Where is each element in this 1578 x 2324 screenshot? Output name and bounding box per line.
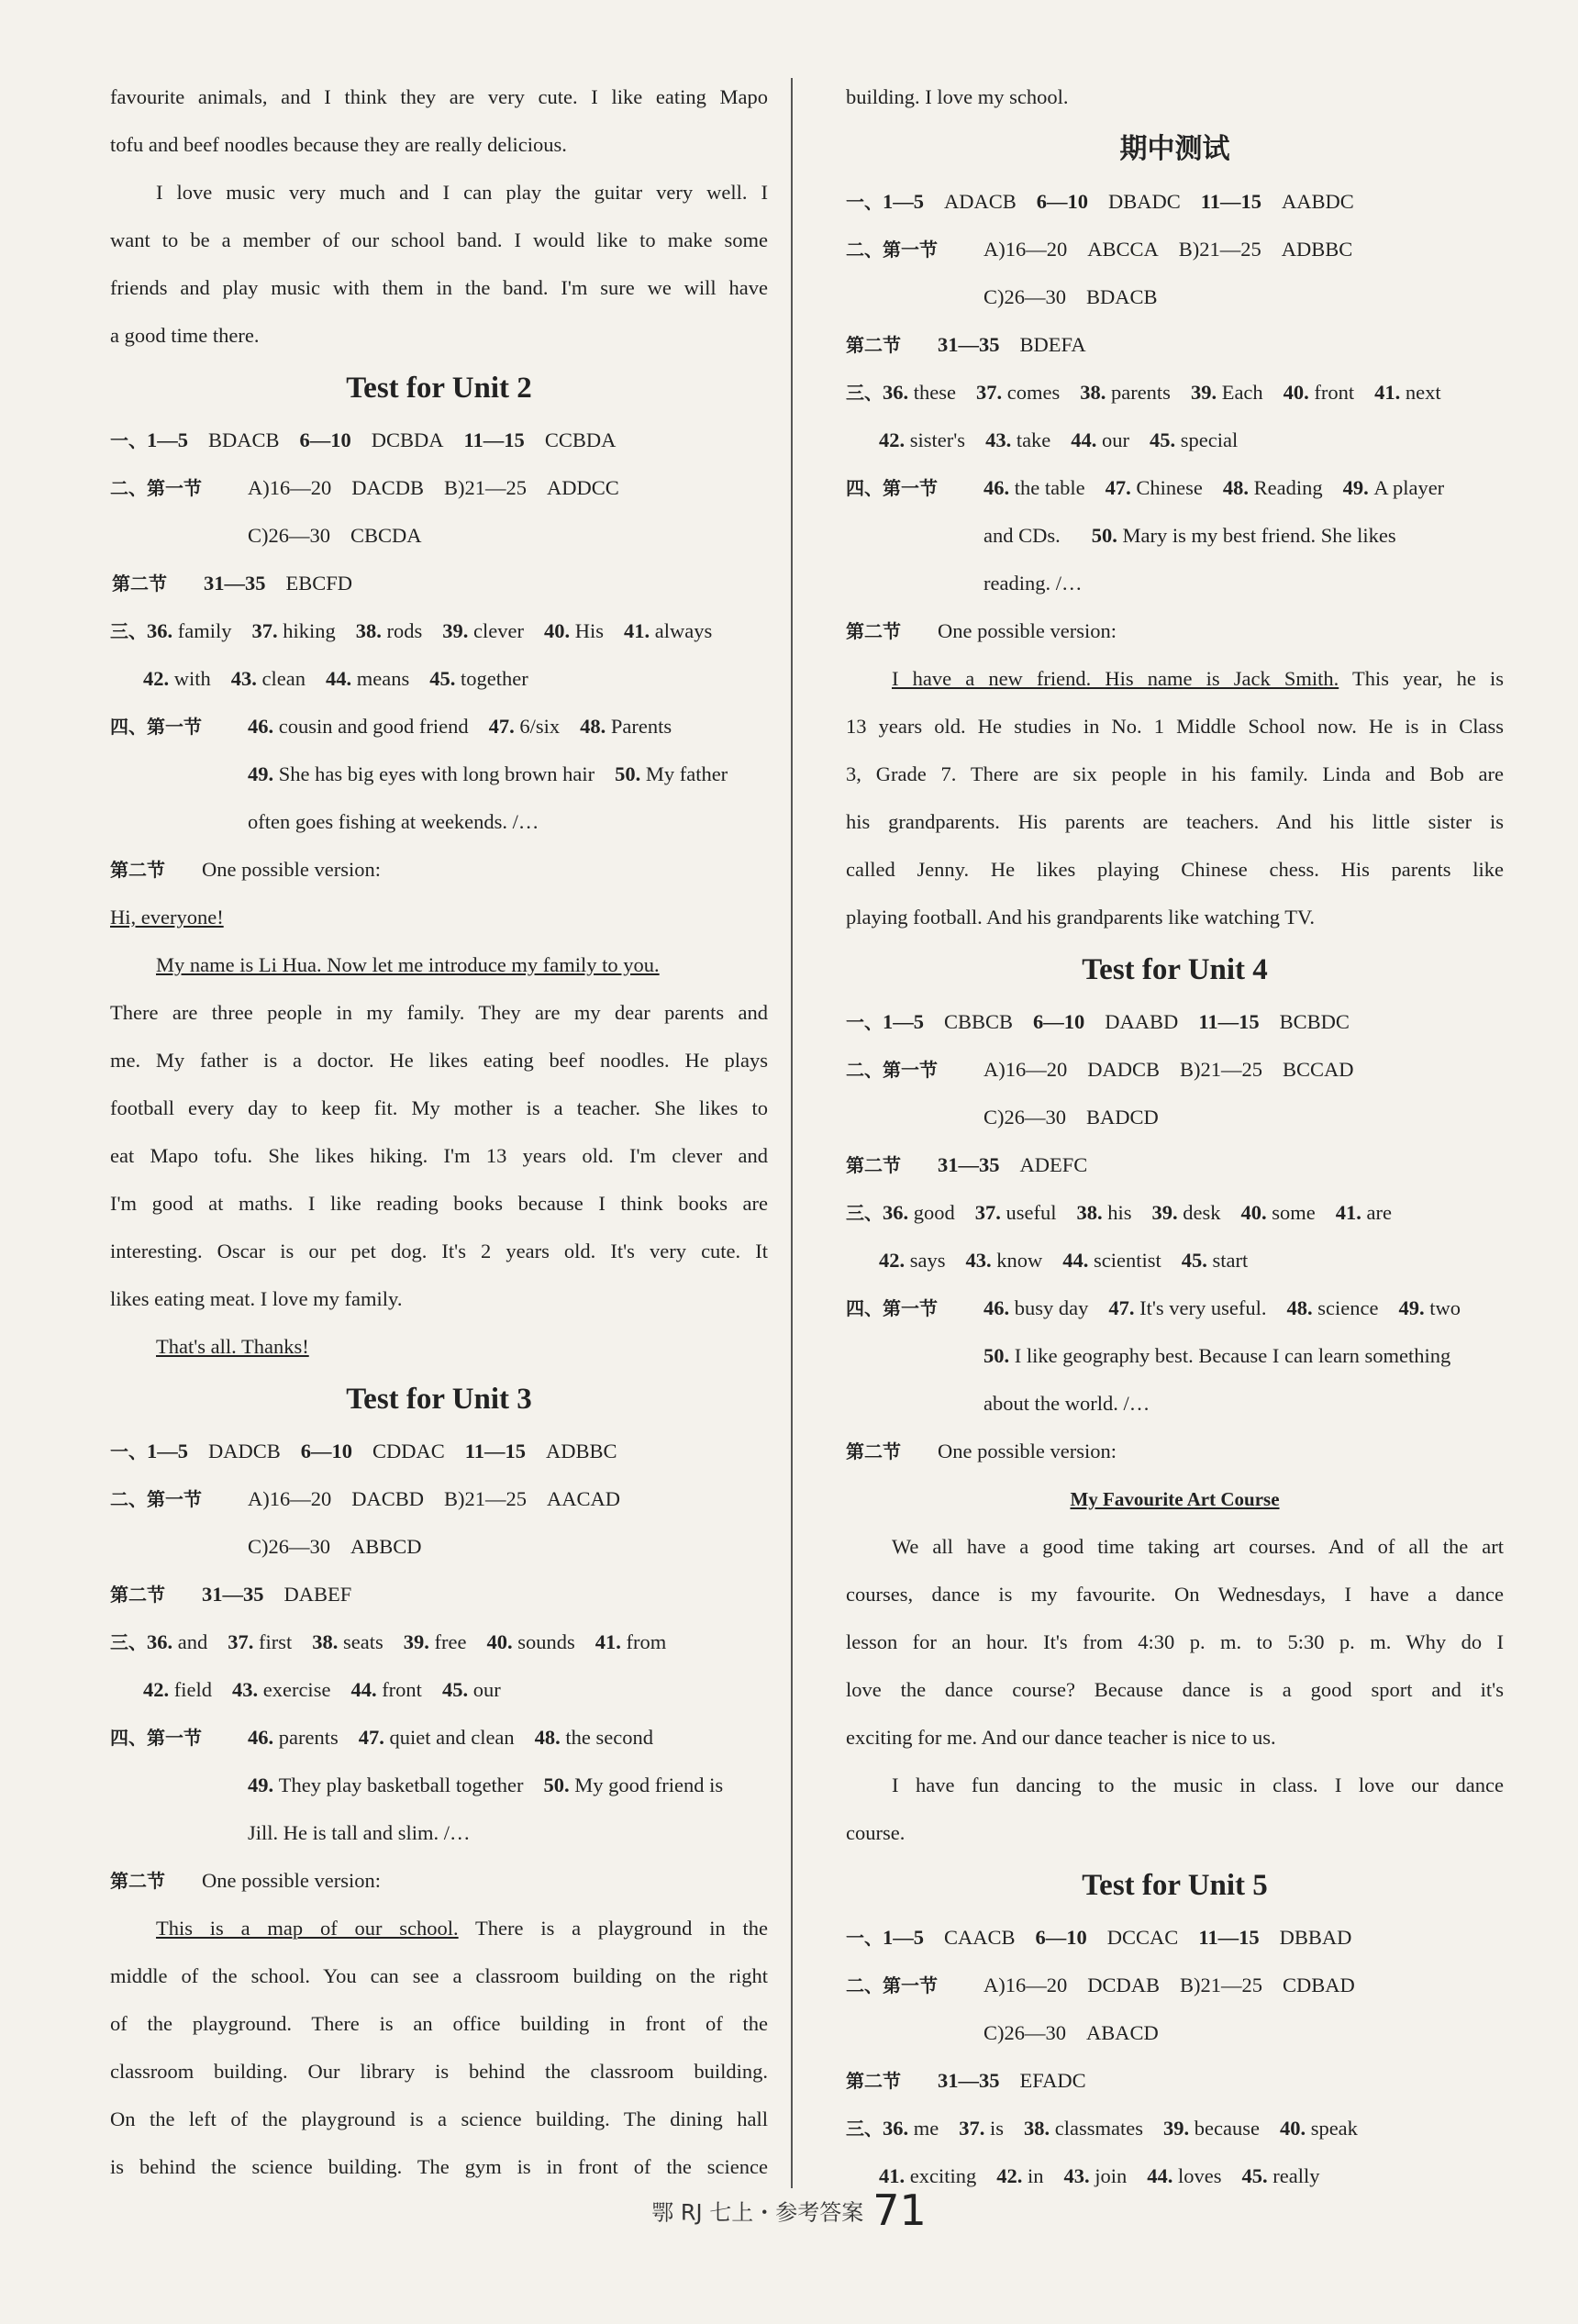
answers-part2-section2: 第二节 31—35 EFADC: [846, 2069, 1086, 2092]
page-footer: [0, 2185, 1578, 2235]
section-title-unit3: Test for Unit 3: [346, 1383, 532, 1416]
answers-part3-line2: 42. sister's 43. take 44. our 45. special: [879, 428, 1239, 451]
section-title-unit4: Test for Unit 4: [1082, 953, 1268, 986]
footer-text: 鄂 RJ 七上・参考答案: [651, 2199, 864, 2226]
essay-unit4: My Favourite Art Course We all have a good time taking art courses. And of all the art courses, dance is my favourite. On Wednesdays, I have a dance lesson for an hour. It's from 4:30 p. m. to 5:30 p. m. Why do I love the dance course? Because dance is a good sport and it's exciting for me. And our dance teacher is nice to us. I have fun dancing to the music in class. I love our dance course.: [846, 1475, 1504, 1857]
answers-part2-section2: 第二节 31—35 BDEFA: [846, 333, 1086, 356]
section-title-unit5: Test for Unit 5: [1082, 1869, 1268, 1902]
answers-part2-section2: 第二节 31—35 DABEF: [110, 1583, 352, 1606]
answers-part4-section1: 四、第一节 46. busy day 47. It's very useful. 48. science 49. two: [846, 1296, 1461, 1319]
essay-unit2: Hi, everyone! My name is Li Hua. Now let me introduce my family to you. There are three people in my family. They are my dear parents and me. My father is a doctor. He likes eating beef noodles. He plays football every day to keep fit. My mother is a teacher. She likes to eat Mapo tofu. She likes hiking. I'm 13 years old. I'm clever and I'm good at maths. I like reading books because I think books are interesting. Oscar is our pet dog. It's 2 years old. It's very cute. It likes eating meat. I love my family. That's all. Thanks!: [110, 906, 768, 1358]
column-divider: [791, 78, 793, 2188]
answers-part4-line2: 49. They play basketball together 50. My good friend is: [248, 1774, 724, 1796]
left-column: [110, 73, 768, 2191]
answers-part3-line2: 41. exciting 42. in 43. join 44. loves 45. really: [879, 2164, 1320, 2187]
answers-part1: 一、 1—5 DADCB 6—10 CDDAC 11—15 ADBBC: [110, 1440, 617, 1462]
answers-part4-line2: and CDs. 50. Mary is my best friend. She likes: [983, 524, 1396, 547]
page-number: 71: [872, 2185, 927, 2235]
answers-part2-section2: 第二节 31—35 EBCFD: [112, 572, 353, 595]
answers-part4-line2: 49. She has big eyes with long brown hair 50. My father: [248, 762, 728, 785]
answers-part4-section2: 第二节 One possible version:: [846, 1440, 1117, 1462]
right-column: [846, 73, 1504, 2200]
answers-part3-line2: 42. says 43. know 44. scientist 45. start: [879, 1249, 1249, 1272]
answers-part4-section2: 第二节 One possible version:: [846, 619, 1117, 642]
answers-part4-line2: 50. I like geography best. Because I can learn something: [983, 1344, 1451, 1367]
answers-part4-line3: reading. /…: [983, 572, 1083, 595]
answers-part1: 一、 1—5 ADACB 6—10 DBADC 11—15 AABDC: [846, 190, 1354, 213]
answers-part4-section2: 第二节 One possible version:: [110, 1869, 381, 1892]
answers-part4-section2: 第二节 One possible version:: [110, 858, 381, 881]
answers-part3: 三、 36. these 37. comes 38. parents 39. Each 40. front 41. next: [846, 381, 1441, 404]
answers-part4-line3: often goes fishing at weekends. /…: [248, 810, 539, 833]
section-title-unit2: Test for Unit 2: [346, 372, 532, 405]
answers-part2-section1-c: C)26—30 ABBCD: [248, 1535, 422, 1558]
answers-part4-line3: Jill. He is tall and slim. /…: [248, 1821, 471, 1844]
answers-part2-section1: 二、第一节 A)16—20 DACDB B)21—25 ADDCC: [110, 476, 619, 499]
essay-unit3-continued: building. I love my school.: [846, 85, 1069, 108]
answers-part4-section1: 四、第一节 46. cousin and good friend 47. 6/six 48. Parents: [110, 715, 672, 738]
answers-part4-section1: 四、第一节 46. the table 47. Chinese 48. Reading 49. A player: [846, 476, 1445, 499]
answers-part2-section1: 二、第一节 A)16—20 DCDAB B)21—25 CDBAD: [846, 1974, 1355, 1996]
answers-part3: 三、 36. family 37. hiking 38. rods 39. clever 40. His 41. always: [110, 619, 713, 642]
answers-part4-line3: about the world. /…: [983, 1392, 1150, 1415]
answers-part2-section1: 二、第一节 A)16—20 DADCB B)21—25 BCCAD: [846, 1058, 1354, 1081]
essay-title: My Favourite Art Course: [1070, 1488, 1280, 1510]
answers-part2-section1-c: C)26—30 ABACD: [983, 2021, 1159, 2044]
intro-paragraph-2: I love music very much and I can play the guitar very well. I want to be a member of our school band. I would like to make some friends and play music with them in the band. I'm sure we will have a good time there.: [110, 181, 768, 347]
answers-part3: 三、 36. me 37. is 38. classmates 39. because 40. speak: [846, 2117, 1358, 2140]
essay-unit3: This is a map of our school. There is a playground in the middle of the school. You can see a classroom building on the right of the playground. There is an office building in front of the classroom building. Our library is behind the classroom building. On the left of the playground is a science building. The dining hall is behind the science building. The gym is in front of the science: [110, 1917, 768, 2178]
section-title-midterm: 期中测试: [1119, 133, 1230, 165]
answers-part3: 三、 36. and 37. first 38. seats 39. free 40. sounds 41. from: [110, 1630, 667, 1653]
answers-part2-section2: 第二节 31—35 ADEFC: [846, 1153, 1088, 1176]
answers-part2-section1-c: C)26—30 BADCD: [983, 1106, 1159, 1129]
answers-part2-section1: 二、第一节 A)16—20 DACBD B)21—25 AACAD: [110, 1487, 621, 1510]
answers-part4-section1: 四、第一节 46. parents 47. quiet and clean 48. the second: [110, 1726, 654, 1749]
answers-part3-line2: 42. with 43. clean 44. means 45. together: [143, 667, 528, 690]
answers-part3-line2: 42. field 43. exercise 44. front 45. our: [143, 1678, 501, 1701]
intro-paragraph-1: favourite animals, and I think they are very cute. I like eating Mapo tofu and beef noodles because they are really delicious.: [110, 85, 768, 156]
answers-part1: 一、 1—5 BDACB 6—10 DCBDA 11—15 CCBDA: [110, 428, 617, 451]
answers-part2-section1: 二、第一节 A)16—20 ABCCA B)21—25 ADBBC: [846, 238, 1353, 261]
essay-midterm: I have a new friend. His name is Jack Smith. This year, he is 13 years old. He studies in No. 1 Middle School now. He is in Class 3, Grade 7. There are six people in his family. Linda and Bob are his grandparents. His parents are teachers. And his little sister is called Jenny. He likes playing Chinese chess. His parents like playing football. And his grandparents like watching TV.: [846, 667, 1504, 928]
answers-part2-section1-c: C)26—30 BDACB: [983, 285, 1158, 308]
answers-part1: 一、 1—5 CAACB 6—10 DCCAC 11—15 DBBAD: [846, 1926, 1352, 1949]
answers-part3: 三、 36. good 37. useful 38. his 39. desk 40. some 41. are: [846, 1201, 1392, 1224]
answers-part1: 一、 1—5 CBBCB 6—10 DAABD 11—15 BCBDC: [846, 1010, 1350, 1033]
answers-part2-section1-c: C)26—30 CBCDA: [248, 524, 422, 547]
